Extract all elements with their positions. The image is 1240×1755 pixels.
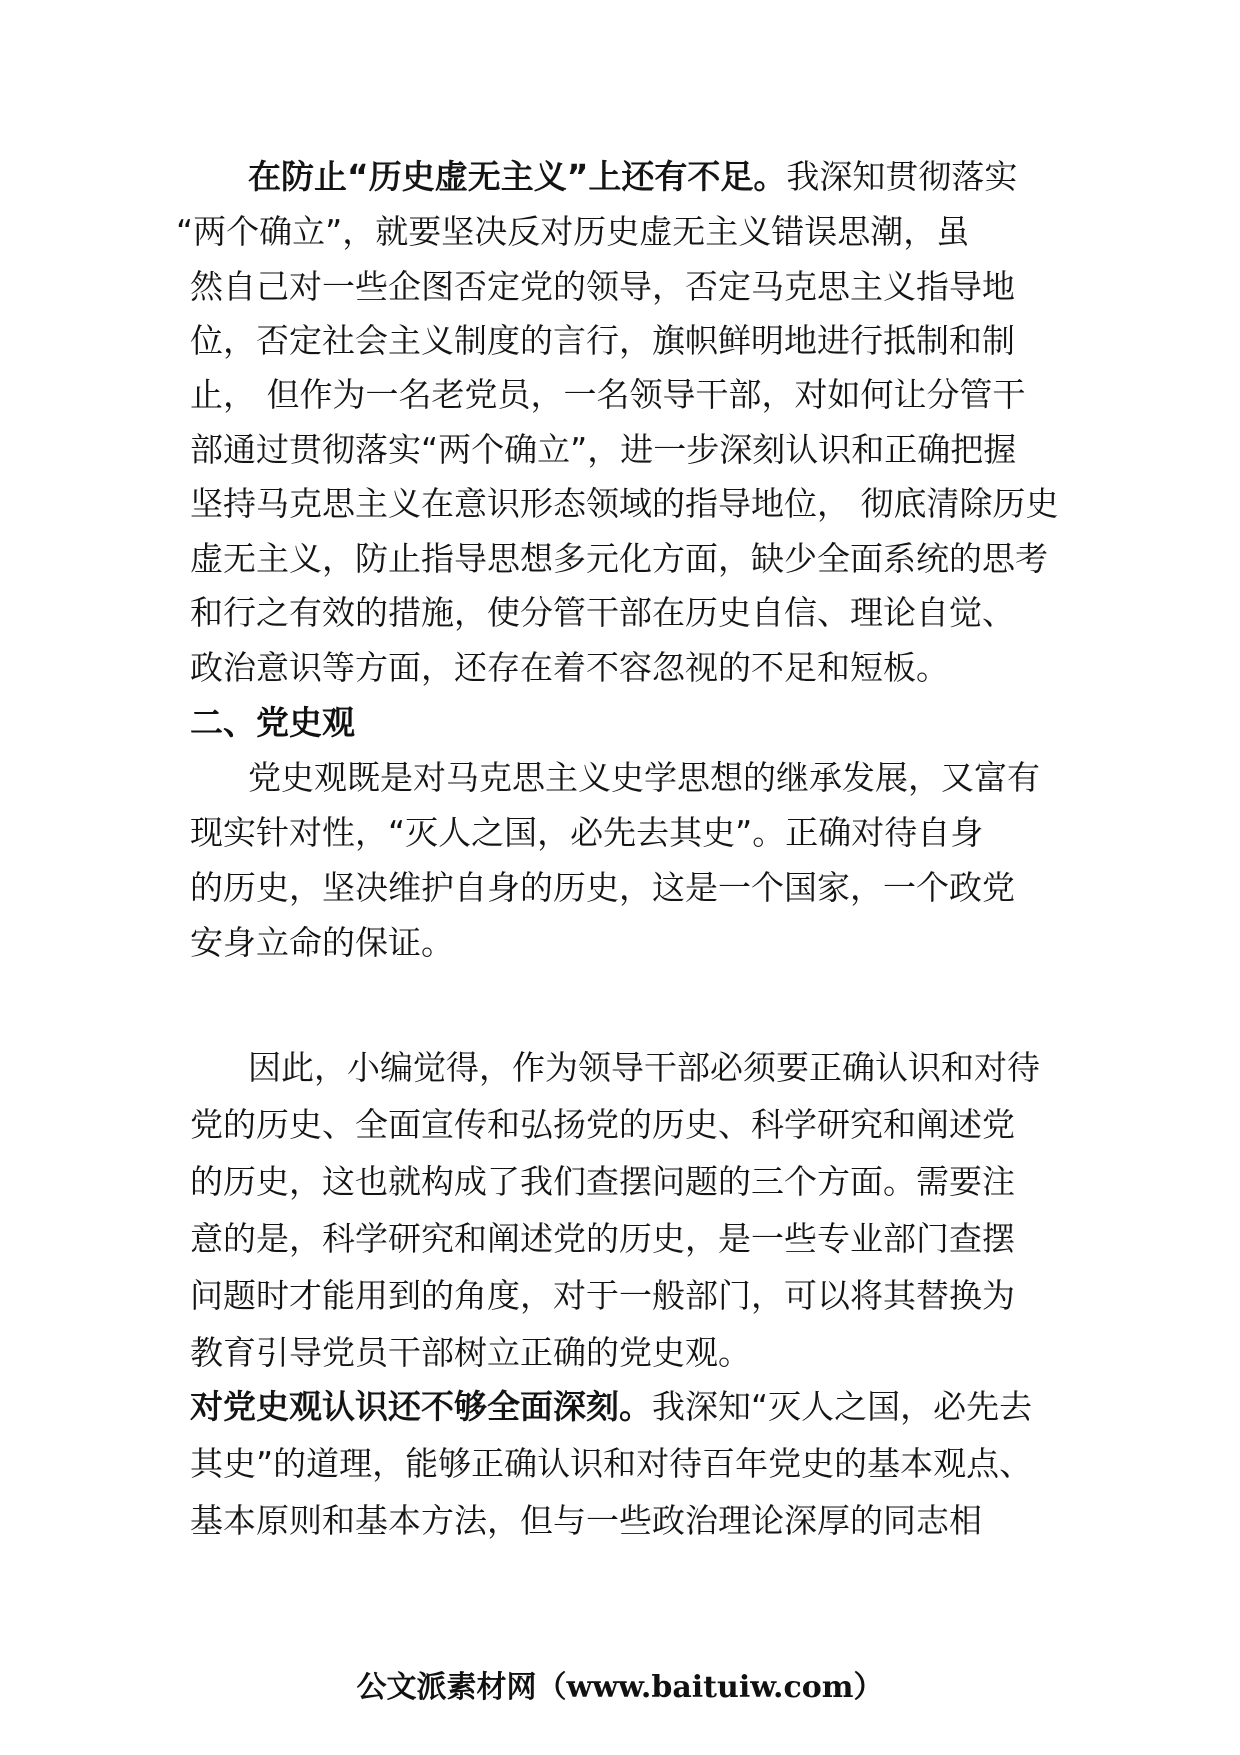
paragraph-4-line-1-text: 我深知“灭人之国，必先去 (652, 1387, 1033, 1426)
paragraph-3-line-3: 的历史，这也就构成了我们查摆问题的三个方面。需要注 (190, 1162, 1015, 1201)
paragraph-1-line-2: “两个确立”，就要坚决反对历史虚无主义错误思潮，虽 (176, 212, 970, 251)
paragraph-2-line-1: 党史观既是对马克思主义史学思想的继承发展，又富有 (248, 758, 1040, 797)
paragraph-3-line-5: 问题时才能用到的角度，对于一般部门，可以将其替换为 (190, 1276, 1015, 1315)
paragraph-4-line-2: 其史”的道理，能够正确认识和对待百年党史的基本观点、 (190, 1444, 1033, 1483)
paragraph-3-line-6: 教育引导党员干部树立正确的党史观。 (190, 1333, 751, 1372)
page-footer-watermark: 公文派素材网（www.baituiw.com） (356, 1670, 884, 1705)
paragraph-3-line-4: 意的是，科学研究和阐述党的历史，是一些专业部门查摆 (190, 1219, 1015, 1258)
paragraph-1-line-1-text: 我深知贯彻落实 (786, 157, 1018, 196)
paragraph-1-line-5: 止， 但作为一名老党员，一名领导干部，对如何让分管干 (190, 375, 1026, 414)
paragraph-3-line-2: 党的历史、全面宣传和弘扬党的历史、科学研究和阐述党 (190, 1105, 1015, 1144)
paragraph-2-line-3: 的历史，坚决维护自身的历史，这是一个国家，一个政党 (190, 868, 1015, 907)
paragraph-1-line-3: 然自己对一些企图否定党的领导，否定马克思主义指导地 (190, 267, 1015, 306)
paragraph-1-line-9: 和行之有效的措施，使分管干部在历史自信、理论自觉、 (190, 593, 1015, 632)
paragraph-1-line-6: 部通过贯彻落实“两个确立”，进一步深刻认识和正确把握 (190, 430, 1017, 469)
paragraph-1-line-10: 政治意识等方面，还存在着不容忽视的不足和短板。 (190, 648, 949, 687)
paragraph-2-line-4: 安身立命的保证。 (190, 923, 454, 962)
paragraph-1-line-1 (248, 150, 1017, 204)
paragraph-4-line-3: 基本原则和基本方法，但与一些政治理论深厚的同志相 (190, 1501, 982, 1540)
paragraph-1-line-4: 位，否定社会主义制度的言行，旗帜鲜明地进行抵制和制 (190, 321, 1015, 360)
paragraph-1-line-8: 虚无主义，防止指导思想多元化方面，缺少全面系统的思考 (190, 539, 1048, 578)
section-heading: 二、党史观 (190, 703, 355, 742)
paragraph-4-line-1 (190, 1380, 1032, 1434)
paragraph-1-line-7: 坚持马克思主义在意识形态领域的指导地位， 彻底清除历史 (190, 484, 1059, 523)
paragraph-2-line-2: 现实针对性，“灭人之国，必先去其史”。正确对待自身 (190, 813, 984, 852)
paragraph-4-bold-lead: 对党史观认识还不够全面深刻。 (190, 1387, 652, 1426)
paragraph-1-bold-lead: 在防止“历史虚无主义”上还有不足。 (248, 157, 787, 196)
paragraph-3-line-1: 因此，小编觉得，作为领导干部必须要正确认识和对待 (248, 1048, 1040, 1087)
